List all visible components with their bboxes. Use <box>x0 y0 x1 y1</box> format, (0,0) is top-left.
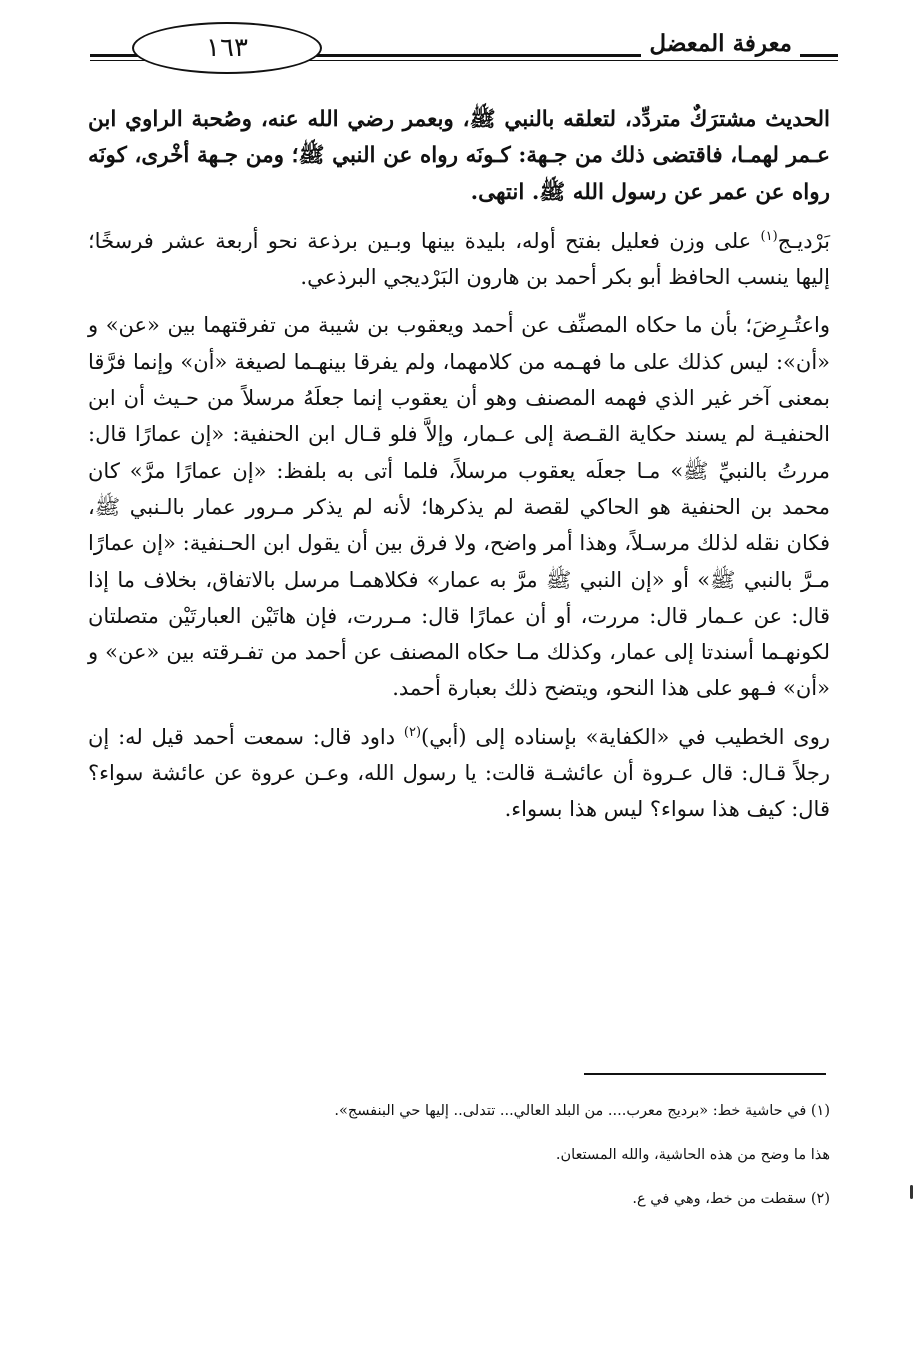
paragraph-gap <box>88 295 830 307</box>
footnote-reference-1[interactable]: (١) <box>760 228 778 244</box>
paragraph-text: روى الخطيب في «الكفاية» بإسناده إلى (أبي) <box>421 724 831 749</box>
footnote-separator <box>584 1073 826 1075</box>
paragraph-3 <box>88 307 830 706</box>
main-text <box>88 102 830 828</box>
paragraph-text: واعتُـرِضَ؛ بأن ما حكاه المصنِّف عن أحمد ويعقوب بن شيبة من تفرقتهما بين «عن» و «أن»: ليس كذلك على ما فهـمه من كلامهما، ولم يفرقا بينهـما لصيغة «أن» وإنما فرَّقا بمعنى آخر غير الذي فهمه المصنف وهو أن يعقوب إنما جعلَهُ مرسلاً من حـيث أن ابن الحنفيـة لم يسند حكاية القـصة إلى عـمار، وإلاَّ فلو قـال ابن الحنفية: «إن عمارًا قال: مررتُ بالنبيِّ ﷺ» مـا جعلَه يعقوب مرسلاً، فلما أتى به بلفظ: «إن عمارًا مرَّ» كان محمد بن الحنفية هو الحاكي لقصة لم يذكرها؛ لأنه لم يذكر مـرور عمار بالـنبي ﷺ، فكان نقله لذلك مرسـلاً، وهذا أمر واضح، ولا فرق بين أن يقول ابن الحـنفية: «إن عمارًا مـرَّ بالنبي ﷺ» أو «إن النبي ﷺ مرَّ به عمار» فكلاهمـا مرسل بالاتفاق، بخلاف ما إذا قال: عن عـمار قال: مررت، أو أن عمارًا قال: مـررت، فإن هاتَيْن العبارتَيْن متصلتان لكونهـما أسندتا إلى عمار، وكذلك مـا حكاه المصنف عن أحمد من تفـرقته بين «عن» و «أن» فـهو على هذا النحو، ويتضح ذلك بعبارة أحمد. <box>88 313 830 701</box>
paragraph-4 <box>88 719 830 828</box>
paragraph-text: بَرْديـج <box>777 228 830 253</box>
paragraph-1 <box>88 102 830 211</box>
page-header <box>90 18 838 76</box>
paragraph-text: داود قال: سمعت أحمد قيل له: إن رجلاً قـال: قال عـروة أن عائشـة قالت: يا رسول الله، وعـن عروة عن عائشة سواء؟ قال: كيف هذا سواء؟ ليس هذا بسواء. <box>88 724 830 822</box>
footnote-reference-2[interactable]: (٢) <box>403 724 422 740</box>
running-title: معرفة المعضل <box>641 30 800 57</box>
footnote-1-continuation: هذا ما وضح من هذه الحاشية، والله المستعان. <box>555 1147 830 1163</box>
footnotes <box>88 1100 830 1232</box>
footnote-1: (١) في حاشية خط: «برديج معرب.... من البلد العالي... تتدلى.. إليها حي البنفسج». <box>334 1103 830 1119</box>
scan-edge-mark <box>910 1185 913 1199</box>
paragraph-gap <box>88 211 830 223</box>
footnote-2: (٢) سقطت من خط، وهي في ع. <box>632 1191 830 1207</box>
page-number: ١٦٣ <box>132 22 322 74</box>
paragraph-gap <box>88 707 830 719</box>
paragraph-text: الحديث مشترَكٌ متردِّد، لتعلقه بالنبي ﷺ، وبعمر رضي الله عنه، وصُحبة الراوي ابن عـمر لهمـا، فاقتضى ذلك من جـهة: كـونَه رواه عن النبي ﷺ؛ ومن جـهة أخْرى، كونَه رواه عن عمر عن رسول الله ﷺ. انتهى. <box>88 107 830 205</box>
paragraph-2 <box>88 223 830 296</box>
paragraph-text: على وزن فعليل بفتح أوله، بليدة بينها وبـين برذعة نحو أربعة عشر فرسخًا؛ إليها ينسب الحافظ أبو بكر أحمد بن هارون البَرْديجي البرذعي. <box>88 228 830 290</box>
